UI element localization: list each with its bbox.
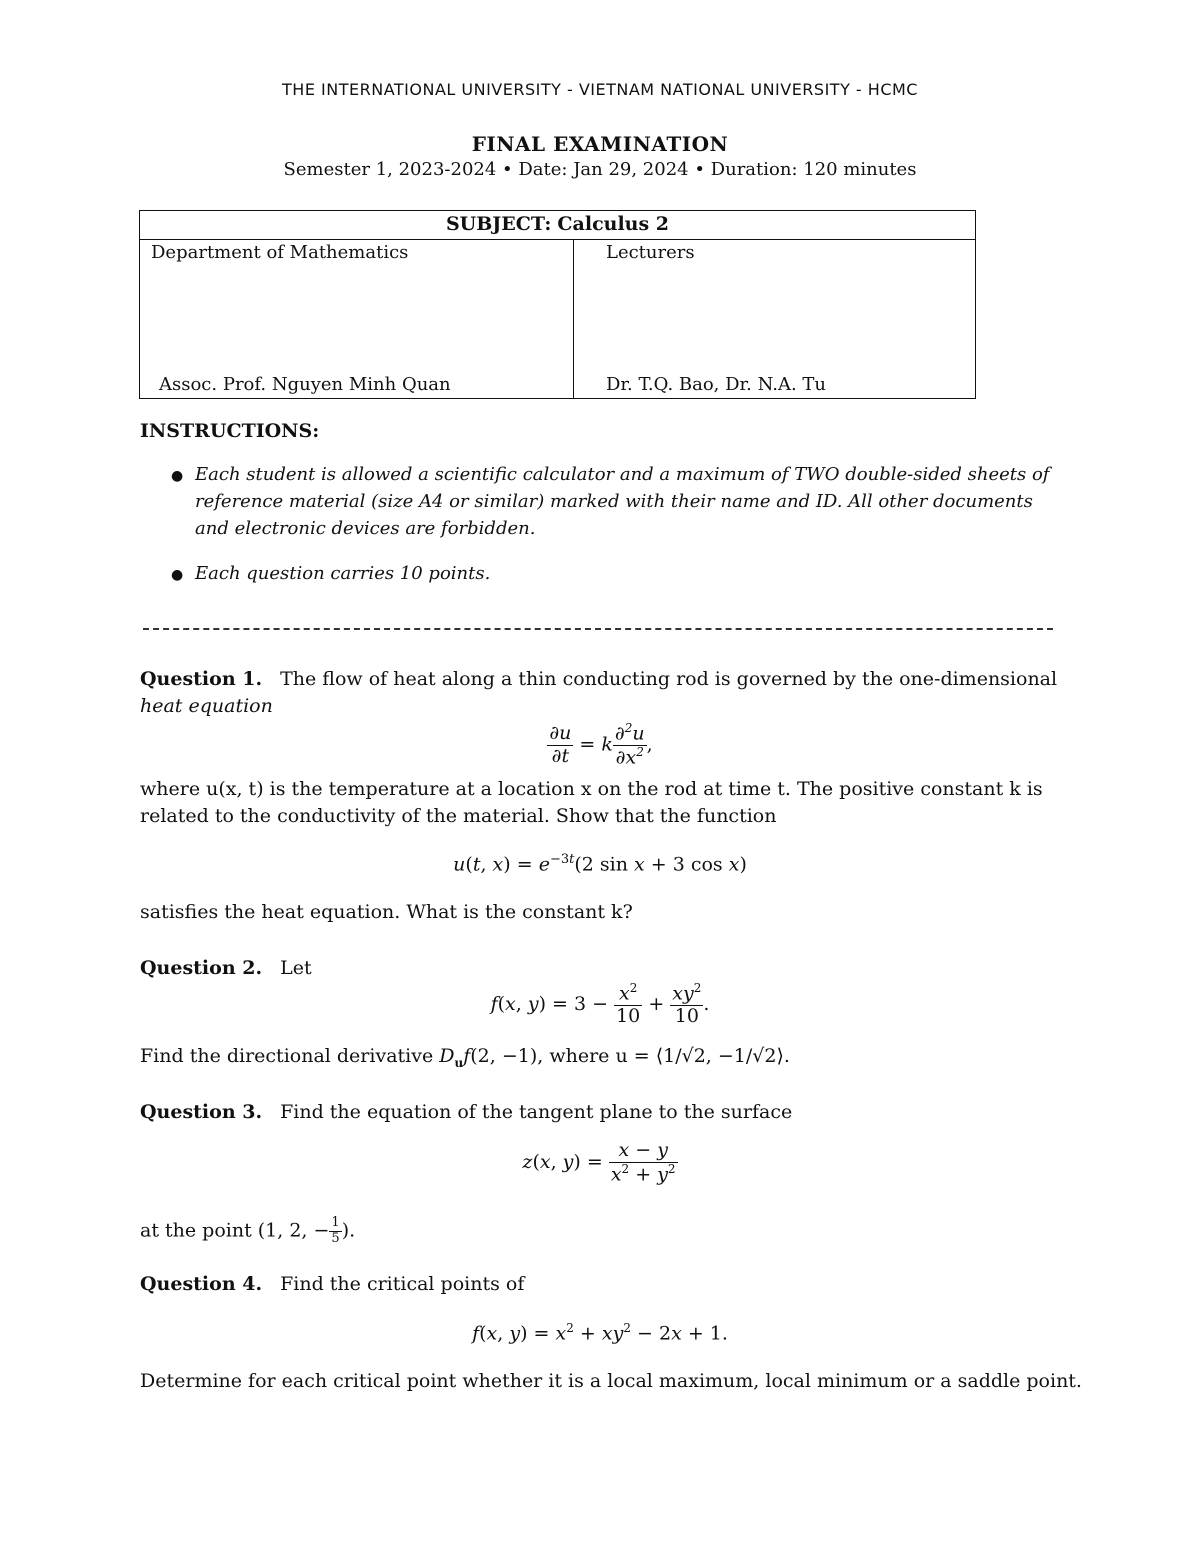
- question-4-line-2: Determine for each critical point whether it is a local maximum, local minimum or a saddle point.: [140, 1370, 1082, 1392]
- function-f-q2: f(x, y) = 3 − $\frac{x^2}{10}$ + $\frac{xy^2}{10}$ .: [490, 981, 710, 1028]
- exam-info: Semester 1, 2023-2024 • Date: Jan 29, 2024 • Duration: 120 minutes: [283, 159, 917, 180]
- instructions-title: INSTRUCTIONS:: [140, 420, 320, 442]
- subject-name: Calculus 2: [557, 213, 670, 235]
- instruction-line-3: and electronic devices are forbidden.: [195, 518, 536, 539]
- instruction-line-1: Each student is allowed a scientific calculator and a maximum of TWO double-sided sheets of: [195, 464, 1050, 485]
- question-1: [140, 668, 1057, 690]
- question-label: Question 2.: [140, 957, 263, 979]
- function-f-q4: f(x, $y) = x^2 + xy^2 - 2x + 1$.: [472, 1321, 728, 1345]
- function-u: u(t, $x) = e^{-3t}(2$ sin x + 3 cos x): [453, 852, 747, 876]
- university-name: THE INTERNATIONAL UNIVERSITY - VIETNAM NATIONAL UNIVERSITY - HCMC: [282, 80, 918, 99]
- instruction-line-2: reference material (size A4 or similar) marked with their name and ID. All other documents: [195, 491, 1033, 512]
- question-text: The flow of heat along a thin conducting rod is governed by the one-dimensional: [280, 668, 1058, 690]
- question-3: [140, 1101, 792, 1123]
- question-3-line-2: at the point (1, 2, − $\frac{1}{5}$ ).: [140, 1215, 356, 1246]
- function-z: z(x, y) = $\frac{x - y}{x^2 + y^2}$: [522, 1139, 676, 1186]
- question-1-line-5: satisfies the heat equation. What is the constant k?: [140, 901, 633, 923]
- question-text: Let: [280, 957, 312, 979]
- question-2: [140, 957, 312, 979]
- question-4: [140, 1273, 524, 1295]
- separator-line: [143, 628, 1053, 630]
- department-label: Department of Mathematics: [151, 242, 409, 263]
- question-1-line-3: where u(x, t) is the temperature at a location x on the rod at time t. The positive constant k is: [140, 778, 1043, 800]
- question-1-line-2: heat equation: [140, 695, 273, 717]
- bullet-icon: ●: [171, 468, 184, 484]
- subject-row: [140, 211, 975, 240]
- lecturers-signatory: Dr. T.Q. Bao, Dr. N.A. Tu: [606, 374, 826, 395]
- exam-title: FINAL EXAMINATION: [471, 132, 729, 156]
- question-text: Find the critical points of: [280, 1273, 525, 1295]
- department-signatory: Assoc. Prof. Nguyen Minh Quan: [159, 374, 451, 395]
- question-2-line-2: Find the directional derivative $D_uf(2$, −1), where u = ⟨1/√2, −1/√2⟩.: [140, 1045, 790, 1070]
- instruction-line-4: Each question carries 10 points.: [195, 563, 491, 584]
- question-label: Question 4.: [140, 1273, 263, 1295]
- bullet-icon: ●: [171, 567, 184, 583]
- lecturers-label: Lecturers: [606, 242, 695, 263]
- table-divider: [573, 240, 574, 398]
- subject-table: [139, 210, 976, 399]
- question-1-line-4: related to the conductivity of the material. Show that the function: [140, 805, 777, 827]
- question-label: Question 3.: [140, 1101, 263, 1123]
- question-text: Find the equation of the tangent plane to the surface: [280, 1101, 793, 1123]
- question-label: Question 1.: [140, 668, 263, 690]
- heat-equation: $\frac{\partial u}{\partial t}$ = k $\frac{\partial^2u}{\partial x^2}$ ,: [549, 721, 653, 769]
- subject-label: SUBJECT:: [445, 213, 552, 235]
